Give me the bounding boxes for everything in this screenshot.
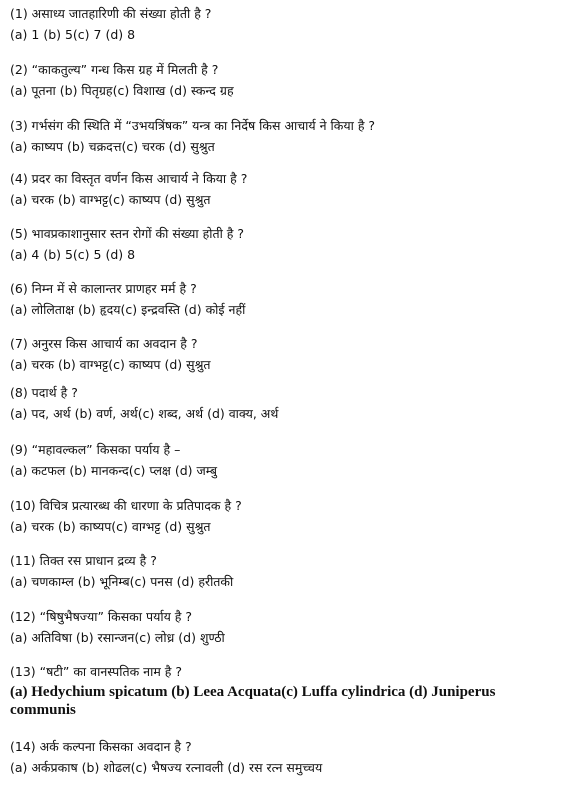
question-text: (1) असाध्य जातहारिणी की संख्या होती है ? xyxy=(10,6,212,21)
question-text: (6) निम्न में से कालान्तर प्राणहर मर्म है ? xyxy=(10,281,197,296)
question-options: (a) चरक (b) काष्यप(c) वाग्भट्ट (d) सुश्रुत xyxy=(10,519,211,534)
question-text: (9) “महावल्कल” किसका पर्याय है – xyxy=(10,442,181,457)
question-options: (a) काष्यप (b) चक्रदत्त(c) चरक (d) सुश्रुत xyxy=(10,139,215,154)
question-6 xyxy=(10,280,558,318)
question-text: (11) तिक्त रस प्राधान द्रव्य है ? xyxy=(10,553,157,568)
question-options: (a) 1 (b) 5(c) 7 (d) 8 xyxy=(10,27,136,42)
question-text: (4) प्रदर का विस्तृत वर्णन किस आचार्य ने किया है ? xyxy=(10,171,248,186)
question-8 xyxy=(10,384,558,422)
question-text: (8) पदार्थ है ? xyxy=(10,385,78,400)
question-options: (a) पूतना (b) पितृग्रह(c) विशाख (d) स्कन्द ग्रह xyxy=(10,83,234,98)
question-5 xyxy=(10,225,558,263)
question-text: (5) भावप्रकाशानुसार स्तन रोगों की संख्या होती है ? xyxy=(10,226,245,241)
question-2 xyxy=(10,61,558,99)
question-11 xyxy=(10,552,558,590)
question-options: (a) Hedychium spicatum (b) Leea Acquata(c) Luffa cylindrica (d) Juniperus communis xyxy=(10,684,496,718)
question-options: (a) 4 (b) 5(c) 5 (d) 8 xyxy=(10,247,136,262)
question-text: (2) “काकतुल्य” गन्ध किस ग्रह में मिलती है ? xyxy=(10,62,219,77)
question-3 xyxy=(10,117,558,155)
question-10 xyxy=(10,497,558,535)
question-text: (12) “षिषुभैषज्या” किसका पर्याय है ? xyxy=(10,609,193,624)
question-options: (a) लोलिताक्ष (b) हृदय(c) इन्द्रवस्ति (d) कोई नहीं xyxy=(10,302,246,317)
question-1 xyxy=(10,5,558,43)
question-text: (14) अर्क कल्पना किसका अवदान है ? xyxy=(10,739,192,754)
question-14 xyxy=(10,738,558,776)
question-text: (3) गर्भसंग की स्थिति में “उभयत्रिंषक” यन्त्र का निर्देष किस आचार्य ने किया है ? xyxy=(10,118,376,133)
question-9 xyxy=(10,441,558,479)
question-text: (7) अनुरस किस आचार्य का अवदान है ? xyxy=(10,336,198,351)
question-options: (a) पद, अर्थ (b) वर्ण, अर्थ(c) शब्द, अर्थ (d) वाक्य, अर्थ xyxy=(10,406,279,421)
question-text: (13) “षटी” का वानस्पतिक नाम है ? xyxy=(10,664,183,679)
question-options: (a) चरक (b) वाग्भट्ट(c) काष्यप (d) सुश्रुत xyxy=(10,192,211,207)
question-options: (a) अर्कप्रकाष (b) शोढल(c) भैषज्य रत्नावली (d) रस रत्न समुच्चय xyxy=(10,760,323,775)
question-4 xyxy=(10,170,558,208)
question-options: (a) चरक (b) वाग्भट्ट(c) काष्यप (d) सुश्रुत xyxy=(10,357,211,372)
question-options: (a) अतिविषा (b) रसान्जन(c) लोध्र (d) शुण्ठी xyxy=(10,630,225,645)
question-13 xyxy=(10,663,558,719)
question-7 xyxy=(10,335,558,373)
question-12 xyxy=(10,608,558,646)
question-text: (10) विचित्र प्रत्यारब्ध की धारणा के प्रतिपादक है ? xyxy=(10,498,242,513)
question-options: (a) चणकाम्ल (b) भूनिम्ब(c) पनस (d) हरीतकी xyxy=(10,574,234,589)
question-options: (a) कटफल (b) मानकन्द(c) प्लक्ष (d) जम्बु xyxy=(10,463,218,478)
